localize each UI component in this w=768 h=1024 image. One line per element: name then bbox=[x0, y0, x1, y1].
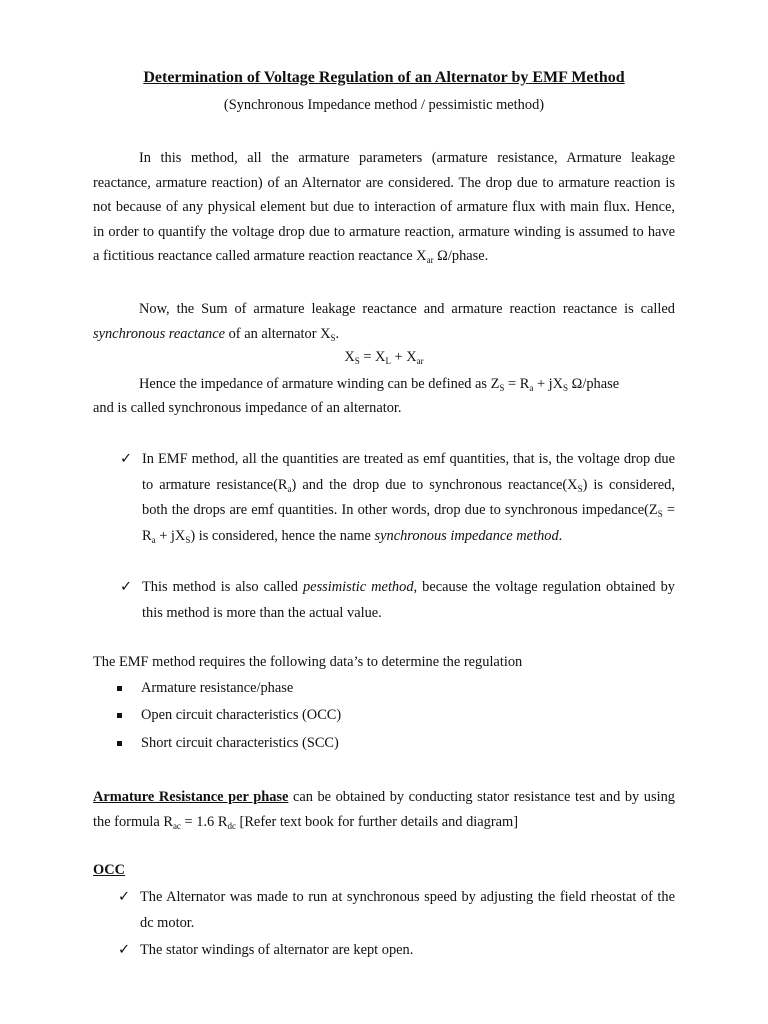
title-part2: EMF Method bbox=[532, 69, 625, 86]
impedance-paragraph: Hence the impedance of armature winding can be defined as $Z_S = R_a + jX_S$ Ω/phase bbox=[139, 376, 620, 393]
bullet-square-icon bbox=[117, 686, 122, 691]
check-icon: ✓ bbox=[120, 579, 133, 595]
check-icon: ✓ bbox=[118, 889, 131, 905]
occ-heading: OCC bbox=[93, 862, 125, 878]
intro-paragraph: In this method, all the armature parameters (armature resistance, Armature leakage reactance, armature reaction) of an Alternator are considered. The drop due to armature reaction is not because of any physical element but due to interaction of armature flux with main flux. Hence, in order to quantify the voltage drop due to armature reaction, armature winding is assumed to have a fictitious reactance called armature reaction reactance $X_{ar}$ Ω/phase. bbox=[93, 150, 675, 266]
reactance-formula: $X_S = X_L + X_{ar}$ bbox=[344, 349, 424, 366]
armature-resistance-heading: Armature Resistance per phase bbox=[93, 789, 289, 805]
impedance-paragraph-line2: and is called synchronous impedance of an alternator. bbox=[93, 400, 402, 416]
list-item: Short circuit characteristics (SCC) bbox=[141, 735, 339, 752]
check-item-occ-speed: ✓ The Alternator was made to run at synchronous speed by adjusting the field rheostat of the dc motor. bbox=[140, 885, 675, 936]
check-icon: ✓ bbox=[120, 451, 133, 467]
check-item-pessimistic: ✓ This method is also called pessimistic method, because the voltage regulation obtained by this method is more than the actual value. bbox=[142, 575, 675, 626]
list-item: Armature resistance/phase bbox=[141, 680, 293, 697]
page-title bbox=[0, 69, 768, 87]
title-part1: Determination of Voltage Regulation of an Alternator by bbox=[143, 69, 529, 86]
list-item: Open circuit characteristics (OCC) bbox=[141, 707, 341, 724]
bullet-square-icon bbox=[117, 713, 122, 718]
requirements-intro: The EMF method requires the following data’s to determine the regulation bbox=[93, 654, 523, 670]
check-item-emf-method: ✓ In EMF method, all the quantities are treated as emf quantities, that is, the voltage drop due to armature $resistance(R_a)$ and the drop due to synchronous $reactance(X_S)$ is considered, both the drops are emf quantities. In other words, drop due to synchronous $impedance(Z_S = R_a + jX_S)$ is considered, hence the name synchronous impedance method. bbox=[142, 447, 675, 549]
page-subtitle: (Synchronous Impedance method / pessimistic method) bbox=[223, 97, 545, 113]
bullet-square-icon bbox=[117, 741, 122, 746]
check-item-occ-open: ✓ The stator windings of alternator are kept open. bbox=[140, 938, 675, 964]
synchronous-reactance-paragraph: Now, the Sum of armature leakage reactance and armature reaction reactance is called synchronous reactance of an alternator $X_S$. bbox=[93, 301, 675, 343]
armature-resistance-paragraph: Armature Resistance per phase can be obtained by conducting stator resistance test and by using the formula $R_{ac} = 1.6$ $R_{dc}$ [Refer text book for further details and diagram] bbox=[93, 789, 675, 831]
check-icon: ✓ bbox=[118, 942, 131, 958]
